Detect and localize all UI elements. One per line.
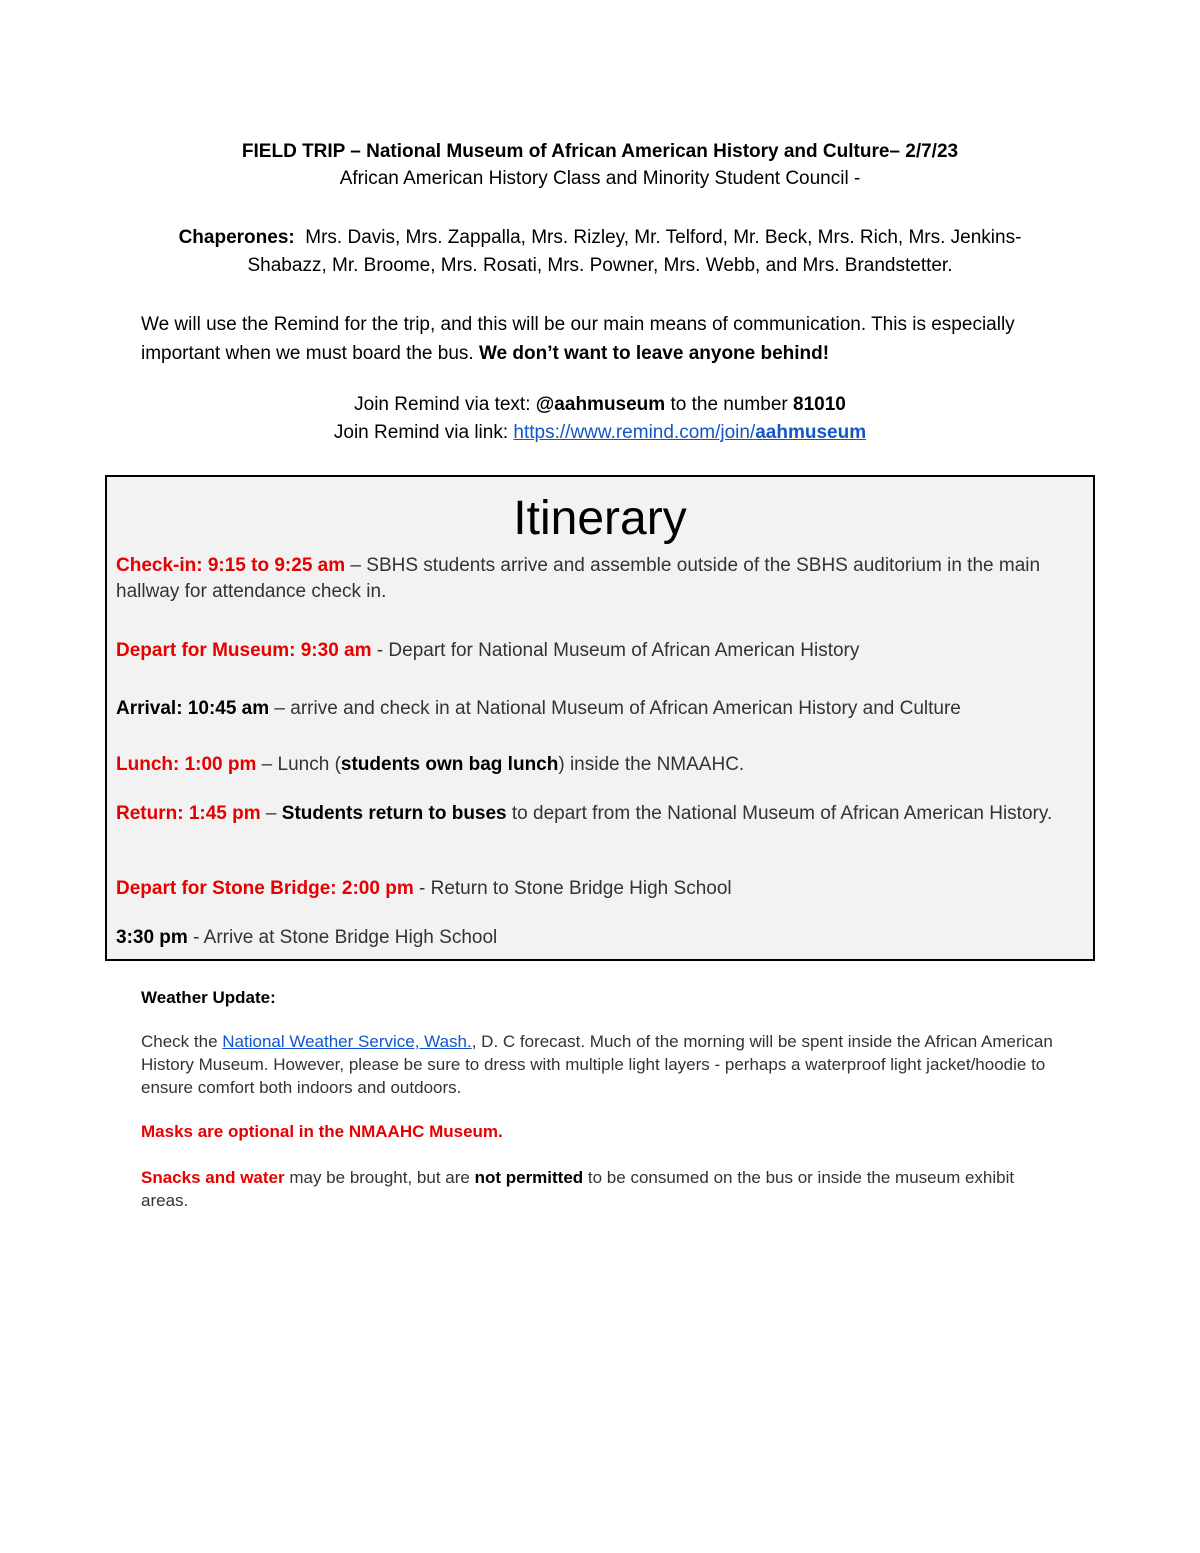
itinerary-item-checkin xyxy=(116,553,1088,605)
masks-note: Masks are optional in the NMAAHC Museum. xyxy=(141,1122,503,1141)
document-title: FIELD TRIP – National Museum of African American History and Culture– 2/7/23 xyxy=(241,141,959,162)
snacks-label: Snacks and water xyxy=(141,1168,285,1187)
join-text-prefix: Join Remind via text: xyxy=(354,394,531,415)
snacks-mid: may be brought, but are xyxy=(284,1168,475,1187)
join-text-number: 81010 xyxy=(793,394,846,415)
itinerary-label: Depart for Museum: 9:30 am xyxy=(116,640,372,661)
remind-emphasis: We don’t want to leave anyone behind! xyxy=(478,343,830,364)
snacks-bold: not permitted xyxy=(474,1168,584,1187)
itinerary-item-depart-museum xyxy=(116,638,1088,664)
join-text-middle: to the number xyxy=(670,394,788,415)
itinerary-label: Return: 1:45 pm xyxy=(116,803,261,824)
remind-join-link[interactable] xyxy=(513,422,866,443)
remind-link-code[interactable]: aahmuseum xyxy=(755,422,867,443)
itinerary-label: Arrival: 10:45 am xyxy=(116,698,270,719)
itinerary-text: - Arrive at Stone Bridge High School xyxy=(187,927,498,948)
weather-service-link[interactable]: National Weather Service, Wash. xyxy=(222,1032,472,1051)
itinerary-text: - Depart for National Museum of African American History xyxy=(371,640,860,661)
itinerary-label: Check-in: 9:15 to 9:25 am xyxy=(116,555,346,576)
document-subtitle: African American History Class and Minority Student Council - xyxy=(339,168,861,189)
weather-prefix: Check the xyxy=(141,1032,223,1051)
join-text-code: @aahmuseum xyxy=(535,394,666,415)
itinerary-label: Lunch: 1:00 pm xyxy=(116,754,257,775)
chaperones-paragraph xyxy=(140,224,1060,280)
itinerary-item-arrival xyxy=(116,696,1088,722)
itinerary-item-lunch xyxy=(116,752,1088,778)
remind-intro: We will use the Remind for the trip, and this will be our main means of communication. This is especially important when we must board the bus. xyxy=(141,314,1015,364)
remind-link-base[interactable]: https://www.remind.com/join/ xyxy=(513,422,756,443)
itinerary-bold-text: students own bag lunch xyxy=(340,754,559,775)
itinerary-item-arrive-school xyxy=(116,925,1088,951)
remind-paragraph xyxy=(141,310,1071,368)
itinerary-text: – SBHS students arrive and assemble outside of the SBHS auditorium in the main hallway for attendance check in. xyxy=(116,555,1041,602)
weather-paragraph xyxy=(141,1030,1061,1099)
itinerary-item-depart-stone-bridge xyxy=(116,876,1088,902)
join-remind-text xyxy=(100,394,1100,416)
itinerary-text: – arrive and check in at National Museum of African American History and Culture xyxy=(269,698,961,719)
join-remind-link-line xyxy=(100,422,1100,444)
snacks-note xyxy=(141,1166,1041,1212)
itinerary-text-after: ) inside the NMAAHC. xyxy=(558,754,745,775)
snacks-end: to be consumed on the bus or inside the museum exhibit areas. xyxy=(141,1168,1015,1210)
itinerary-label: Depart for Stone Bridge: 2:00 pm xyxy=(116,878,414,899)
chaperones-label: Chaperones: xyxy=(178,227,295,248)
itinerary-heading: Itinerary xyxy=(513,492,687,545)
itinerary-item-return xyxy=(116,801,1088,827)
itinerary-text: - Return to Stone Bridge High School xyxy=(413,878,732,899)
itinerary-text-after: to depart from the National Museum of African American History. xyxy=(506,803,1053,824)
itinerary-label: 3:30 pm xyxy=(116,927,188,948)
weather-body-text: , D. C forecast. Much of the morning will be spent inside the African American History Museum. However, please be sure to dress with multiple light layers - perhaps a waterproof light jacket/hoodie to ensure comfort both indoors and outdoors. xyxy=(141,1032,1053,1097)
join-link-prefix: Join Remind via link: xyxy=(333,422,509,443)
itinerary-text-before: – xyxy=(260,803,282,824)
chaperones-names: Mrs. Davis, Mrs. Zappalla, Mrs. Rizley, Mr. Telford, Mr. Beck, Mrs. Rich, Mrs. Jenkins-Shabazz, Mr. Broome, Mrs. Rosati, Mrs. Powner, Mrs. Webb, and Mrs. Brandstetter. xyxy=(247,227,1022,276)
itinerary-text-before: – Lunch ( xyxy=(256,754,341,775)
itinerary-bold-text: Students return to buses xyxy=(281,803,507,824)
itinerary-box xyxy=(105,475,1095,961)
weather-heading: Weather Update: xyxy=(141,988,276,1007)
